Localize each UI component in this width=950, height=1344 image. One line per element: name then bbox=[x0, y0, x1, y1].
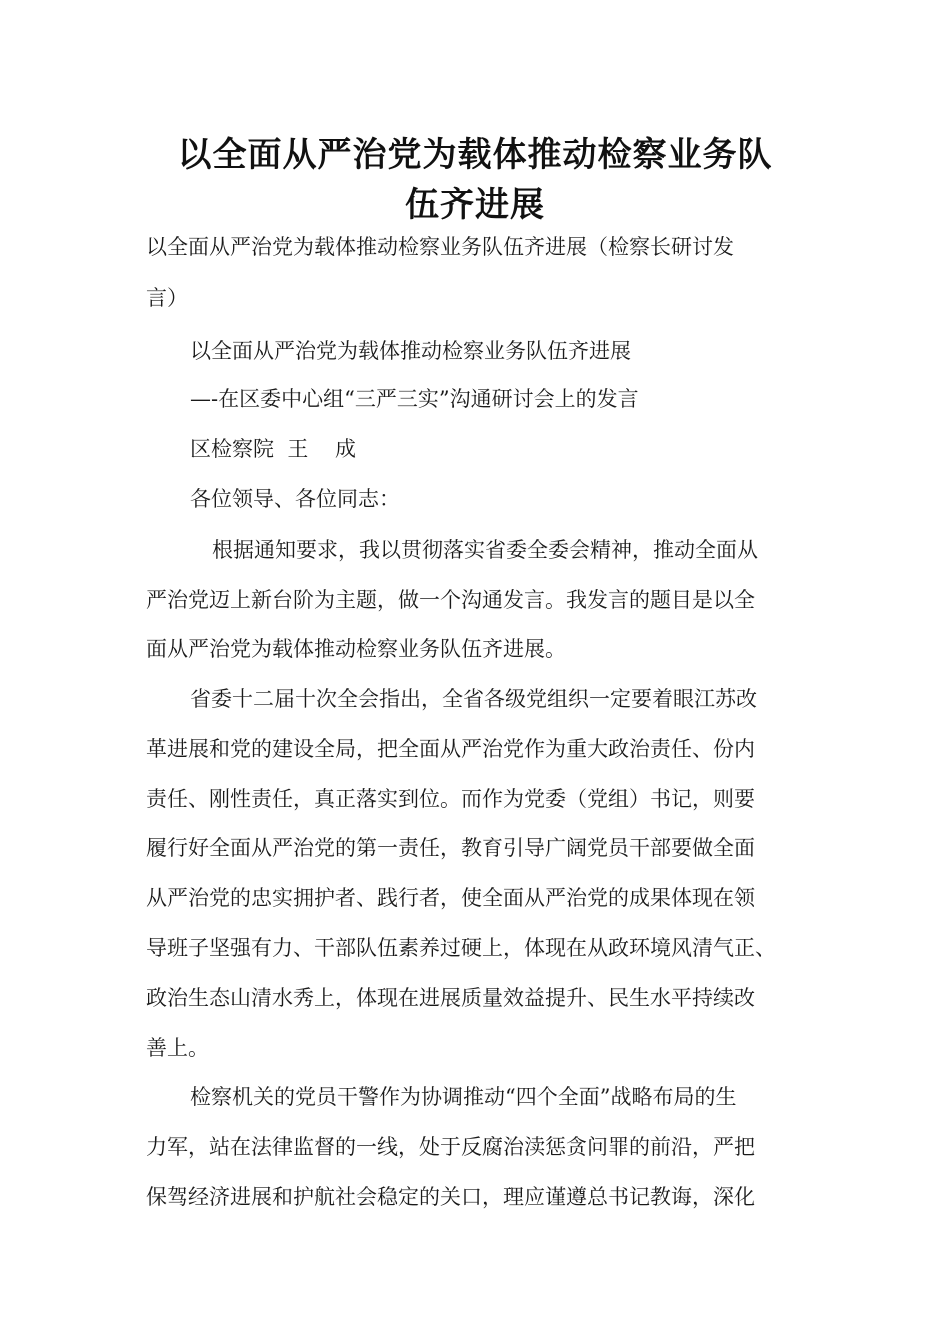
paragraph-3-line-3: 保驾经济进展和护航社会稳定的关口，理应谨遵总书记教诲，深化 bbox=[146, 1185, 755, 1209]
paragraph-2-line-5: 从严治党的忠实拥护者、践行者，使全面从严治党的成果体现在领 bbox=[146, 886, 755, 910]
inner-title: 以全面从严治党为载体推动检察业务队伍齐进展 bbox=[190, 339, 631, 363]
paragraph-1-line-1: 根据通知要求，我以贯彻落实省委全委会精神，推动全面从 bbox=[212, 538, 758, 562]
paragraph-1-line-2: 严治党迈上新台阶为主题，做一个沟通发言。我发言的题目是以全 bbox=[146, 588, 755, 612]
paragraph-2-line-7: 政治生态山清水秀上，体现在进展质量效益提升、民生水平持续改 bbox=[146, 986, 755, 1010]
subtitle-line-2: 言） bbox=[146, 286, 188, 310]
paragraph-3-line-1: 检察机关的党员干警作为协调推动“四个全面”战略布局的生 bbox=[190, 1085, 737, 1109]
paragraph-3-line-2: 力军，站在法律监督的一线，处于反腐治渎惩贪问罪的前沿，严把 bbox=[146, 1135, 755, 1159]
paragraph-2-line-6: 导班子坚强有力、干部队伍素养过硬上，体现在从政环境风清气正、 bbox=[146, 936, 776, 960]
salutation: 各位领导、各位同志： bbox=[190, 487, 400, 511]
paragraph-1-line-3: 面从严治党为载体推动检察业务队伍齐进展。 bbox=[146, 637, 566, 661]
subtitle-line-1: 以全面从严治党为载体推动检察业务队伍齐进展（检察长研讨发 bbox=[146, 235, 734, 259]
paragraph-2-line-4: 履行好全面从严治党的第一责任，教育引导广阔党员干部要做全面 bbox=[146, 836, 755, 860]
document-title-line-1: 以全面从严治党为载体推动检察业务队 bbox=[177, 135, 773, 175]
document-title-line-2: 伍齐进展 bbox=[405, 185, 545, 225]
paragraph-2-line-3: 责任、刚性责任，真正落实到位。而作为党委（党组）书记，则要 bbox=[146, 787, 755, 811]
speech-occasion: —-在区委中心组“三严三实”沟通研讨会上的发言 bbox=[190, 387, 639, 411]
paragraph-2-line-8: 善上。 bbox=[146, 1036, 209, 1060]
paragraph-2-line-2: 革进展和党的建设全局，把全面从严治党作为重大政治责任、份内 bbox=[146, 737, 755, 761]
paragraph-2-line-1: 省委十二届十次全会指出，全省各级党组织一定要着眼江苏改 bbox=[190, 687, 757, 711]
author-line: 区检察院 王 成 bbox=[190, 437, 357, 461]
